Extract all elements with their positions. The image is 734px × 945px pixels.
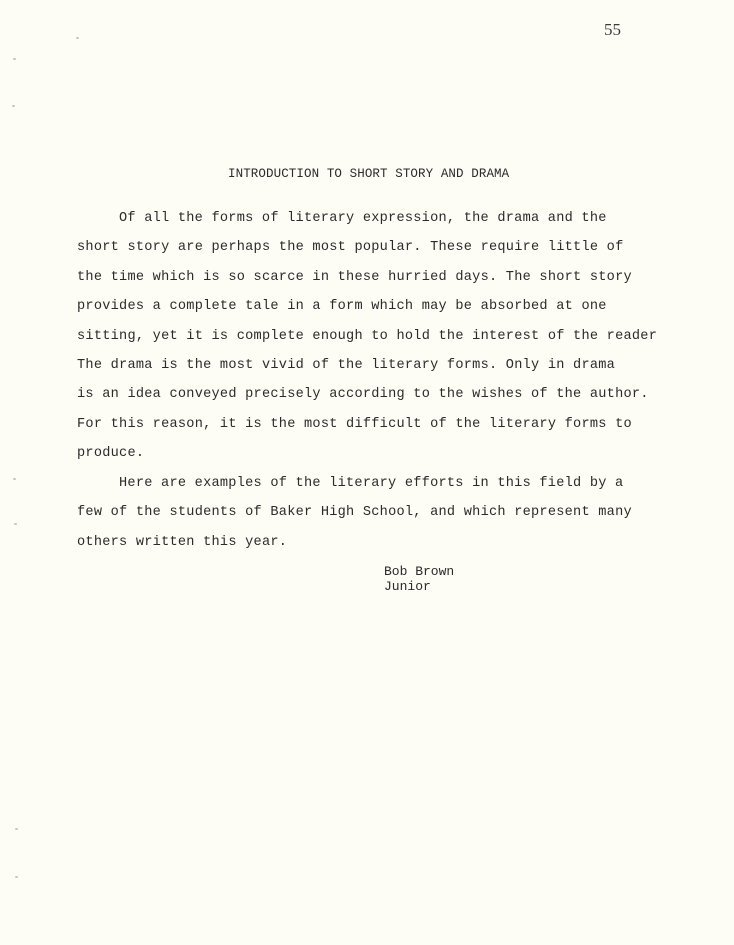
page-number: 55 — [604, 20, 621, 39]
text-line: short story are perhaps the most popular. These require little of — [77, 240, 624, 255]
text-line: Of all the forms of literary expression, the drama and the — [119, 211, 607, 226]
text-line: provides a complete tale in a form which may be absorbed at one — [77, 299, 607, 314]
scan-speck — [14, 523, 17, 525]
scan-speck — [15, 876, 18, 878]
page-title: INTRODUCTION TO SHORT STORY AND DRAMA — [228, 167, 510, 181]
signature-role: Junior — [384, 579, 431, 594]
scan-speck — [13, 478, 16, 480]
text-line: produce. — [77, 446, 145, 461]
text-line: others written this year. — [77, 535, 288, 550]
text-line: few of the students of Baker High School, and which represent many — [77, 505, 632, 520]
scan-speck — [12, 105, 15, 107]
scan-speck — [76, 37, 79, 39]
text-line: is an idea conveyed precisely according to the wishes of the author. — [77, 387, 649, 402]
text-line: Here are examples of the literary efforts in this field by a — [119, 476, 624, 491]
scan-speck — [13, 58, 16, 60]
text-line: sitting, yet it is complete enough to hold the interest of the reader — [77, 329, 658, 344]
scan-speck — [15, 828, 18, 830]
text-line: For this reason, it is the most difficult of the literary forms to — [77, 417, 632, 432]
signature-name: Bob Brown — [384, 564, 455, 579]
text-line: The drama is the most vivid of the literary forms. Only in drama — [77, 358, 616, 373]
text-line: the time which is so scarce in these hurried days. The short story — [77, 270, 632, 285]
